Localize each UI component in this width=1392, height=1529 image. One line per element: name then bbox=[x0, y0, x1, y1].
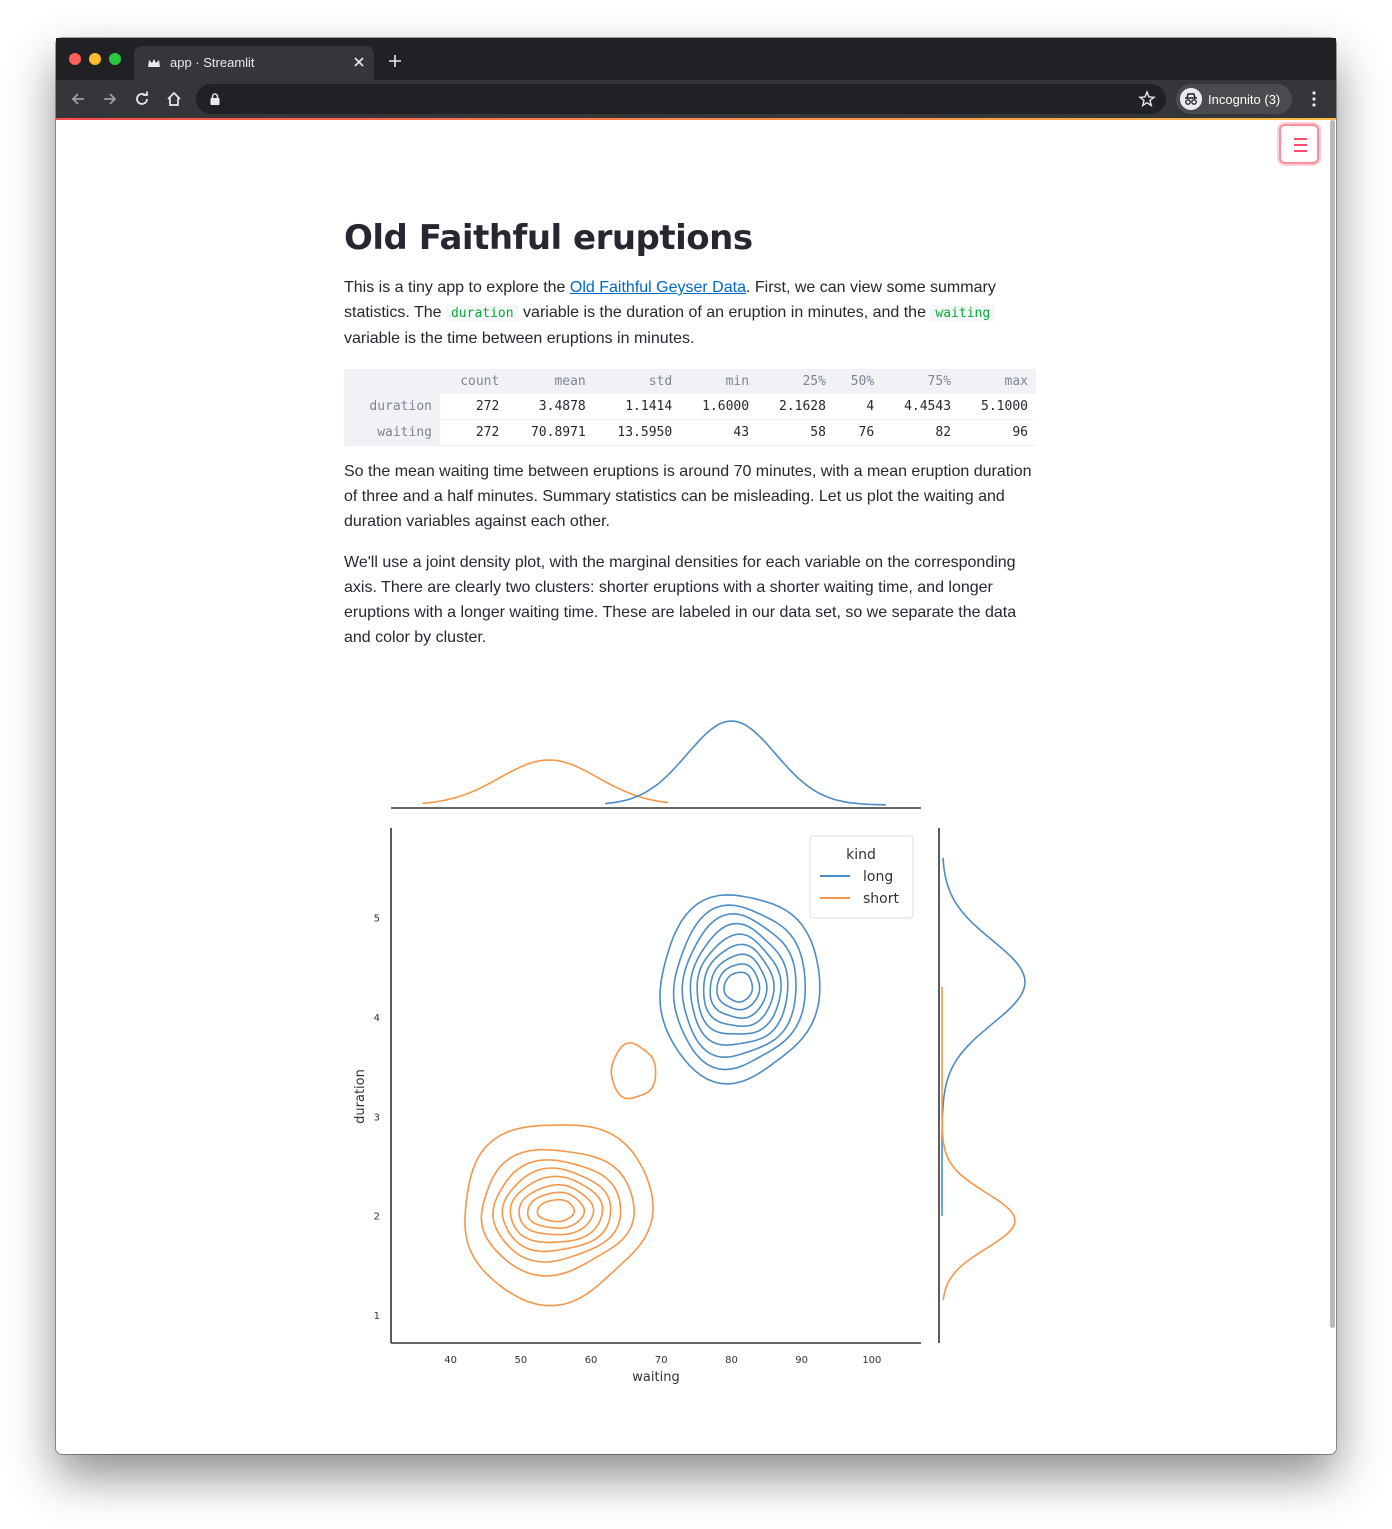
browser-window bbox=[56, 38, 1336, 1454]
table-corner bbox=[344, 369, 440, 394]
x-tick-label: 90 bbox=[795, 1355, 809, 1366]
table-cell: 70.8971 bbox=[507, 420, 593, 446]
right-marginal-density bbox=[942, 858, 1025, 1300]
column-header[interactable]: std bbox=[594, 369, 680, 394]
browser-toolbar bbox=[56, 80, 1336, 118]
column-header[interactable]: 25% bbox=[757, 369, 834, 394]
streamlit-crown-icon bbox=[146, 55, 162, 71]
table-cell: 96 bbox=[959, 420, 1036, 446]
short-contour bbox=[611, 1043, 655, 1099]
tab-bar bbox=[56, 38, 1336, 80]
column-header[interactable]: mean bbox=[507, 369, 593, 394]
table-row bbox=[344, 394, 1036, 420]
long-duration-density bbox=[942, 858, 1025, 1216]
density-contours bbox=[465, 895, 820, 1306]
minimize-window-button[interactable] bbox=[89, 53, 101, 65]
top-marginal-density bbox=[423, 721, 886, 805]
row-header: waiting bbox=[344, 420, 440, 446]
long-contour bbox=[697, 934, 781, 1034]
summary-statistics-table bbox=[344, 369, 1036, 446]
column-header[interactable]: min bbox=[680, 369, 757, 394]
column-header[interactable]: 75% bbox=[882, 369, 959, 394]
y-tick-label: 3 bbox=[373, 1112, 380, 1124]
page-title: Old Faithful eruptions bbox=[344, 218, 753, 258]
lock-icon bbox=[209, 92, 221, 106]
bookmark-star-icon[interactable] bbox=[1138, 90, 1156, 108]
legend-entry-short: short bbox=[863, 891, 899, 907]
home-icon[interactable] bbox=[165, 90, 183, 108]
short-contour bbox=[528, 1192, 585, 1228]
column-header[interactable]: max bbox=[959, 369, 1036, 394]
table-row bbox=[344, 420, 1036, 446]
streamlit-decoration-bar bbox=[56, 118, 1336, 120]
table-header-row bbox=[344, 369, 1036, 394]
table-cell: 3.4878 bbox=[507, 394, 593, 420]
table-cell: 43 bbox=[680, 420, 757, 446]
y-tick-label: 5 bbox=[373, 913, 380, 925]
long-contour bbox=[682, 914, 796, 1057]
browser-menu-icon[interactable] bbox=[1307, 90, 1321, 108]
tab-title: app · Streamlit bbox=[170, 55, 255, 70]
table-cell: 5.1000 bbox=[959, 394, 1036, 420]
y-tick-label: 2 bbox=[373, 1211, 380, 1223]
x-tick-label: 50 bbox=[514, 1355, 528, 1366]
mean-waiting-paragraph: So the mean waiting time between eruptions is around 70 minutes, with a mean eruption duration of three and a half minutes. Summary statistics can be misleading. Let us plot the waiting and duration variables against each other. bbox=[344, 463, 1032, 530]
y-tick-label: 1 bbox=[373, 1311, 380, 1323]
joint-density-plot bbox=[344, 668, 1036, 1385]
close-tab-icon[interactable] bbox=[352, 55, 366, 69]
table-cell: 272 bbox=[440, 420, 507, 446]
chart-legend bbox=[810, 836, 913, 918]
hamburger-line bbox=[1294, 138, 1307, 140]
streamlit-main-menu-button[interactable] bbox=[1279, 124, 1319, 164]
hamburger-line bbox=[1294, 150, 1307, 152]
long-contour bbox=[704, 944, 774, 1026]
row-header: duration bbox=[344, 394, 440, 420]
y-tick-label: 4 bbox=[373, 1012, 380, 1024]
hamburger-line bbox=[1294, 144, 1307, 146]
maximize-window-button[interactable] bbox=[109, 53, 121, 65]
short-contour bbox=[493, 1160, 621, 1262]
long-waiting-density bbox=[605, 721, 886, 805]
waiting-code: waiting bbox=[930, 305, 995, 322]
close-window-button[interactable] bbox=[69, 53, 81, 65]
profile-label: Incognito (3) bbox=[1208, 92, 1281, 107]
forward-arrow-icon[interactable] bbox=[101, 90, 119, 108]
table-cell: 58 bbox=[757, 420, 834, 446]
table-cell: 4.4543 bbox=[882, 394, 959, 420]
table-cell: 2.1628 bbox=[757, 394, 834, 420]
table-cell: 272 bbox=[440, 394, 507, 420]
incognito-profile-button[interactable] bbox=[1176, 84, 1292, 114]
short-contour bbox=[537, 1200, 574, 1222]
duration-code: duration bbox=[446, 305, 519, 322]
reload-icon[interactable] bbox=[133, 90, 151, 108]
legend-entry-long: long bbox=[863, 869, 894, 885]
x-tick-label: 40 bbox=[444, 1355, 458, 1366]
geyser-data-link[interactable]: Old Faithful Geyser Data bbox=[569, 279, 746, 296]
table-cell: 82 bbox=[882, 420, 959, 446]
x-tick-label: 60 bbox=[584, 1355, 598, 1366]
page-scrollbar[interactable] bbox=[1330, 120, 1335, 1328]
x-tick-label: 70 bbox=[654, 1355, 668, 1366]
back-arrow-icon[interactable] bbox=[69, 90, 87, 108]
column-header[interactable]: 50% bbox=[834, 369, 882, 394]
x-axis-label: waiting bbox=[632, 1370, 680, 1385]
short-duration-density bbox=[942, 987, 1015, 1300]
table-cell: 4 bbox=[834, 394, 882, 420]
y-axis-label: duration bbox=[353, 1069, 368, 1124]
intro-paragraph: This is a tiny app to explore the Old Faithful Geyser Data. First, we can view some summary statistics. The duration variable is the duration of an eruption in minutes, and the waiting variable is the time between eruptions in minutes. bbox=[344, 279, 996, 347]
table-cell: 76 bbox=[834, 420, 882, 446]
incognito-icon bbox=[1180, 88, 1202, 110]
address-bar[interactable] bbox=[196, 84, 1166, 114]
joint-density-paragraph: We'll use a joint density plot, with the marginal densities for each variable on the corresponding axis. There are clearly two clusters: shorter eruptions with a shorter waiting time, and longer eruptions with a longer waiting time. These are labeled in our data set, so we separate the data and color by cluster. bbox=[344, 554, 1017, 646]
table-cell: 13.5950 bbox=[594, 420, 680, 446]
table-cell: 1.6000 bbox=[680, 394, 757, 420]
short-contour bbox=[510, 1176, 602, 1242]
legend-title: kind bbox=[846, 847, 876, 863]
column-header[interactable]: count bbox=[440, 369, 507, 394]
browser-tab[interactable] bbox=[134, 46, 374, 80]
table-cell: 1.1414 bbox=[594, 394, 680, 420]
short-waiting-density bbox=[423, 760, 669, 803]
new-tab-icon[interactable] bbox=[388, 54, 402, 68]
long-contour bbox=[724, 972, 753, 1002]
x-tick-label: 100 bbox=[862, 1355, 882, 1366]
x-tick-label: 80 bbox=[725, 1355, 738, 1366]
long-contour bbox=[674, 905, 806, 1070]
